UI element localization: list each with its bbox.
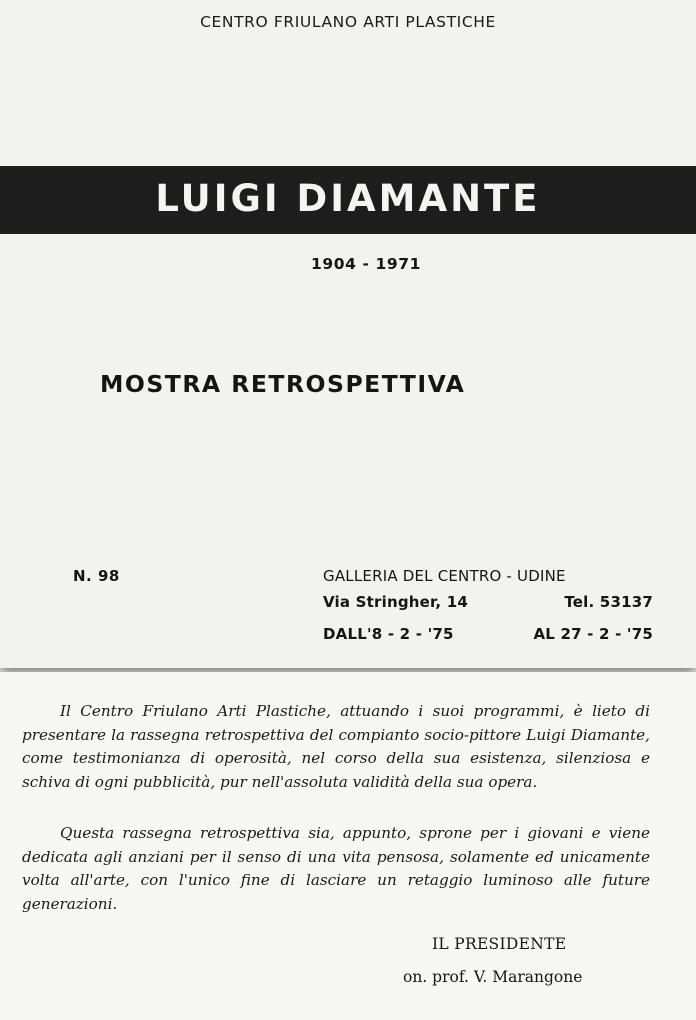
intro-paragraph (22, 700, 650, 794)
date-from: DALL'8 - 2 - '75 (323, 625, 454, 643)
signature-title: IL PRESIDENTE (432, 935, 567, 953)
gallery-address: Via Stringher, 14 (323, 593, 468, 611)
signature-name: on. prof. V. Marangone (403, 968, 583, 986)
date-to: AL 27 - 2 - '75 (533, 625, 653, 643)
artist-years: 1904 - 1971 (310, 255, 422, 273)
exhibition-title: MOSTRA RETROSPETTIVA (100, 370, 466, 398)
gallery-phone: Tel. 53137 (564, 593, 653, 611)
issue-number: N. 98 (73, 567, 120, 585)
artist-name: LUIGI DIAMANTE (155, 177, 541, 220)
dedication-paragraph-text: Questa rassegna retrospettiva sia, appunto, sprone per i giovani e viene dedicata agli anziani per il senso di una vita pensosa, solamente ed unicamente volta all'arte, con l'unico fine di lasciare un retaggio luminoso alle future generazioni. (22, 824, 650, 913)
organization-name: CENTRO FRIULANO ARTI PLASTICHE (200, 13, 496, 31)
intro-paragraph-text: Il Centro Friulano Arti Plastiche, attuando i suoi programmi, è lieto di presentare la rassegna retrospettiva del compianto socio-pittore Luigi Diamante, come testimonianza di operosità, nel corso della sua esistenza, silenziosa e schiva di ogni pubblicità, pur nell'assoluta validità della sua opera. (22, 702, 650, 791)
dedication-paragraph (22, 822, 650, 916)
gallery-name: GALLERIA DEL CENTRO - UDINE (323, 567, 566, 585)
